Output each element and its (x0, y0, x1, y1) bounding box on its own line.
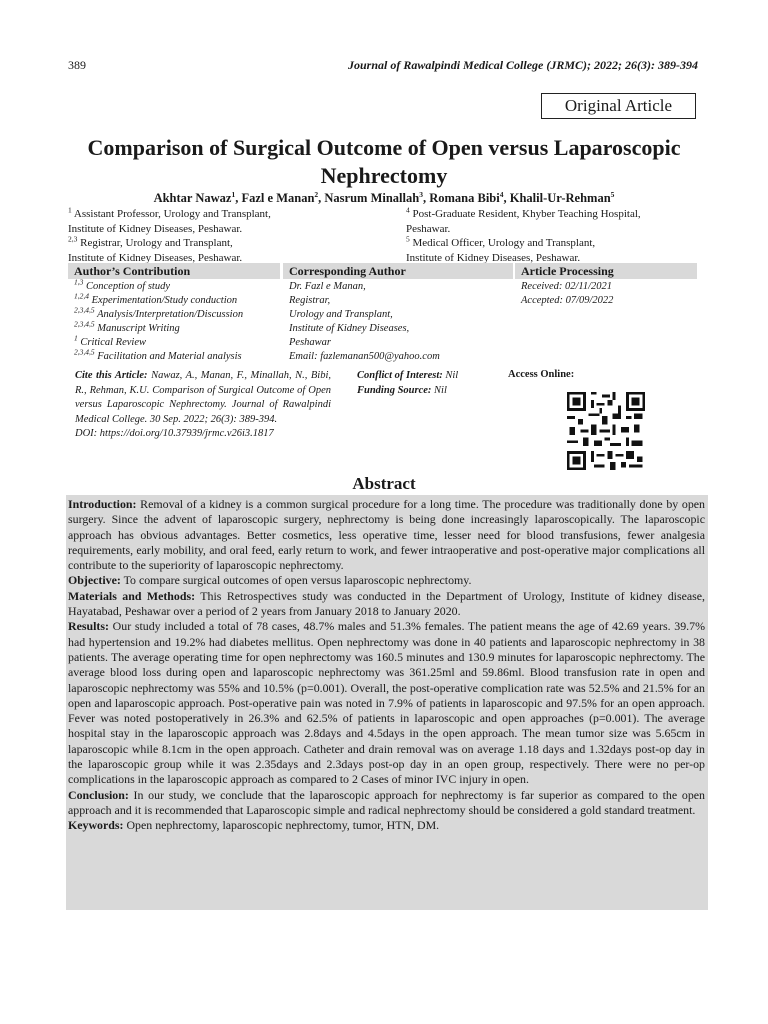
conflict-label: Conflict of Interest: (357, 370, 443, 381)
section-text: Our study included a total of 78 cases, 48.7% males and 51.3% females. The patient means the age of 42.69 years. 39.7% had hypertension and 19.2% had diabetes mellitus. Open nephrectomy was done in 40 patients and laparoscopic nephrectomy in 38 patients. The average operating time for open nephrectomy was 160.5 minutes and 130.9 minutes for laparoscopic nephrectomy. The average blood loss during open and laparoscopic nephrectomy was 361.25ml and 59.86ml. Blood transfusion rate in open and laparoscopic nephrectomy was 55% and 10.5% (p=0.001). Overall, the post-operative complication rate was 52.5% and 21.5% for an open and laparoscopic approach. Post-operative pain was noted in 7.9% of patients in laparoscopic and 97.5% for an open approach. Fever was noted postoperatively in 26.3% and 62.5% of patients in laparoscopic and open approaches (p=0.001). The average hospital stay in the laparoscopic approach was 2.8days and 4.5days in the open approach. The mean tumor size was 5.65cm in laparoscopic while 8.1cm in the open approach. Catheter and drain removal was on average 1.18 days and 1.32days post-op day in the laparoscopic group while it was 2.35days and 2.3days post-op day in an open group, respectively. There were no per-op complications in the laparoscopic approach as compared to 2 Cases of minor IVC injury in open. (68, 619, 705, 787)
section-label: Materials and Methods: (68, 588, 196, 603)
article-processing-panel (515, 263, 697, 308)
affiliation-line (406, 222, 706, 237)
contribution-text: Conception of study (86, 281, 170, 292)
affiliation-line (406, 207, 706, 222)
section-label: Keywords: (68, 818, 124, 833)
contribution-item (68, 333, 280, 350)
section-text: Removal of a kidney is a common surgical procedure for a long time. The procedure was traditionally done by open surgery. Since the advent of laparoscopic surgery, nephrectomy is being done increasingly laparoscopically. The laparoscopic approach has obvious advantages. Better cosmetics, less operative time, lesser need for blood transfusions, fewer analgesia requirements, early mobility, and oral feed, early return to work, and fewer intraoperative and post-operative major complications all contribute to the superiority of laparoscopic nephrectomy. (68, 497, 705, 573)
author-sup: 4 (499, 189, 504, 199)
affiliation-text: Assistant Professor, Urology and Transplant, (73, 208, 271, 220)
authors-contribution-heading: Author’s Contribution (68, 263, 280, 279)
citation-text: Nawaz, A., Manan, F., Minallah, N., Bibi, R., Rehman, K.U. Comparison of Surgical Outcome of Open versus Laparoscopic Nephrectomy. Journal of Rawalpindi Medical College. 30 Sep. 2022; 26(3): 389-394. (75, 370, 332, 425)
authors-contribution-panel (68, 263, 280, 364)
corresponding-author-line: Registrar, (289, 295, 331, 306)
affiliation-text: Medical Officer, Urology and Transplant, (412, 237, 596, 249)
abstract-heading: Abstract (352, 474, 416, 493)
affiliation-line (68, 207, 388, 222)
author-sup: 2 (314, 189, 319, 199)
abstract-objective (68, 573, 705, 588)
section-text: To compare surgical outcomes of open versus laparoscopic nephrectomy. (123, 573, 472, 588)
contribution-item (68, 347, 280, 364)
received-date: Received: 02/11/2021 (521, 281, 613, 292)
abstract-body (66, 495, 708, 910)
contribution-text: Facilitation and Material analysis (97, 351, 242, 362)
contribution-item (68, 319, 280, 336)
contribution-sup: 2,3,4,5 (74, 305, 95, 315)
corresponding-author-email[interactable]: Email: fazlemanan500@yahoo.com (289, 351, 440, 362)
conflict-value: Nil (445, 370, 459, 381)
corresponding-author-line: Urology and Transplant, (289, 309, 393, 320)
contribution-text: Critical Review (80, 337, 146, 348)
journal-citation-header: Journal of Rawalpindi Medical College (JRMC); 2022; 26(3): 389-394 (348, 58, 698, 72)
corresponding-author-heading: Corresponding Author (283, 263, 513, 279)
section-label: Results: (68, 619, 109, 634)
contribution-sup: 1,2,4 (74, 291, 89, 301)
section-label: Introduction: (68, 497, 137, 511)
affiliation-text: Institute of Kidney Diseases, Peshawar. (68, 251, 243, 264)
affiliation-line (68, 222, 388, 237)
affiliation-sup: 5 (406, 234, 410, 244)
article-processing-heading: Article Processing (515, 263, 697, 279)
funding-label: Funding Source: (357, 384, 432, 396)
abstract-conclusion (68, 788, 705, 819)
section-text: In our study, we conclude that the laparoscopic approach for nephrectomy is far superior as compared to the open approach and it is recommended that Laparoscopic simple and radical nephrectomy should be considered a gold standard treatment. (68, 787, 705, 817)
citation-block (75, 369, 331, 442)
author-name: Khalil-Ur-Rehman (509, 191, 611, 205)
contribution-item (68, 277, 280, 294)
affiliation-text: Institute of Kidney Diseases, Peshawar. (406, 251, 581, 264)
affiliation-text: Registrar, Urology and Transplant, (80, 237, 233, 249)
author-name: Nasrum Minallah (324, 191, 420, 205)
article-type-badge: Original Article (541, 93, 696, 119)
conflict-funding-block (357, 369, 507, 398)
qr-code-icon[interactable] (567, 392, 645, 470)
affiliations-right (406, 207, 706, 265)
corresponding-author-panel (283, 263, 513, 364)
author-sup: 5 (610, 189, 615, 199)
section-text: Open nephrectomy, laparoscopic nephrectomy, tumor, HTN, DM. (126, 818, 440, 833)
page-number: 389 (68, 58, 86, 72)
citation-label: Cite this Article: (75, 370, 148, 381)
section-text: This Retrospectives study was conducted in the Department of Urology, Institute of kidney disease, Hayatabad, Peshawar over a period of 2 years from January 2018 to January 2020. (68, 588, 706, 619)
corresponding-author-line: Institute of Kidney Diseases, (289, 323, 410, 334)
affiliation-text: Post-Graduate Resident, Khyber Teaching Hospital, (412, 208, 641, 220)
affiliation-sup: 1 (68, 205, 72, 215)
access-online-label: Access Online: (508, 369, 575, 380)
contribution-sup: 1 (74, 333, 78, 343)
conflict-of-interest (357, 369, 507, 384)
author-sup: 1 (231, 189, 236, 199)
article-title: Comparison of Surgical Outcome of Open versus Laparoscopic Nephrectomy (87, 135, 681, 188)
funding-source (357, 384, 507, 399)
author-sup: 3 (419, 189, 423, 199)
affiliation-text: Institute of Kidney Diseases, Peshawar. (68, 222, 243, 235)
author-name: Romana Bibi (429, 191, 500, 205)
corresponding-author-line: Peshawar (289, 337, 331, 348)
affiliation-line (406, 236, 706, 251)
abstract-keywords (68, 818, 705, 833)
abstract-methods (68, 589, 705, 620)
contribution-sup: 1,3 (74, 277, 84, 287)
section-label: Conclusion: (68, 787, 129, 802)
contribution-sup: 2,3,4,5 (74, 319, 95, 329)
contribution-item (68, 291, 280, 308)
affiliations-left (68, 207, 388, 265)
affiliation-sup: 2,3 (68, 234, 78, 244)
doi-link[interactable]: DOI: https://doi.org/10.37939/jrmc.v26i3.1817 (75, 428, 274, 439)
author-name: Akhtar Nawaz (153, 191, 232, 205)
contribution-text: Manuscript Writing (97, 323, 180, 334)
abstract-results (68, 619, 705, 787)
affiliation-line (68, 236, 388, 251)
corresponding-author-line: Dr. Fazl e Manan, (289, 281, 366, 292)
section-label: Objective: (68, 573, 121, 588)
accepted-date: Accepted: 07/09/2022 (521, 295, 614, 306)
affiliation-text: Peshawar. (406, 222, 451, 235)
funding-value: Nil (434, 384, 447, 396)
contribution-sup: 2,3,4,5 (74, 347, 95, 357)
contribution-item (68, 305, 280, 322)
author-list: Akhtar Nawaz$^1$, Fazl e Manan$^2$, Nasrum Minallah$^3$, Romana Bibi$^4$, Khalil-Ur-Rehman$^5$ (153, 189, 615, 205)
affiliation-sup: 4 (406, 205, 410, 215)
contribution-text: Analysis/Interpretation/Discussion (97, 309, 244, 320)
contribution-text: Experimentation/Study conduction (91, 295, 238, 306)
author-name: Fazl e Manan (241, 191, 315, 205)
abstract-introduction (68, 497, 705, 573)
